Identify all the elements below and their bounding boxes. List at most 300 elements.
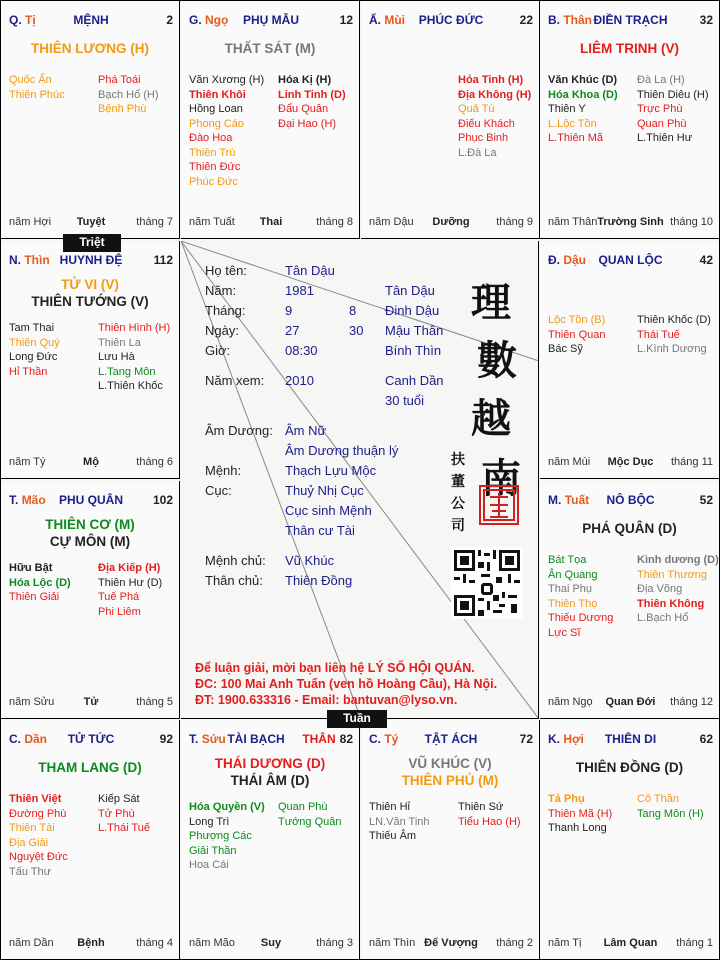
minor-star: Thiên Thương — [637, 568, 708, 581]
red-seal-icon — [479, 485, 519, 525]
minor-star: Thiếu Dương — [548, 612, 614, 624]
palace-header — [189, 13, 353, 29]
palace-ti[interactable] — [1, 1, 180, 239]
minor-star: Văn Xương (H) — [189, 74, 265, 86]
palace-header — [9, 493, 173, 509]
minor-star: Thái Tuế — [637, 328, 680, 341]
palace-branch-name: Hợi — [563, 732, 584, 746]
palace-year: năm Thìn — [369, 937, 416, 949]
minor-star: Phong Cáo — [189, 117, 245, 130]
palace-than[interactable] — [540, 1, 720, 239]
palace-number-value: 2 — [166, 13, 173, 27]
thang-am: 8 — [349, 303, 357, 318]
stars-col-right — [98, 73, 180, 117]
palace-year: năm Mão — [189, 937, 235, 949]
palace-number-value: 92 — [159, 732, 173, 746]
ho-ten-value: Tân Dậu — [285, 263, 335, 278]
stars-col-left — [548, 553, 634, 640]
palace-number — [520, 13, 533, 27]
minor-star: Thiên Giải — [9, 591, 60, 603]
stars-col-right — [98, 321, 180, 394]
minor-star: Thiếu Âm — [369, 830, 417, 842]
nam-label: Năm: — [205, 283, 237, 298]
palace-stage: Lâm Quan — [603, 937, 658, 949]
menh-chu-value: Vũ Khúc — [285, 553, 335, 568]
palace-footer — [548, 216, 713, 230]
menh-value: Thạch Lựu Mộc — [285, 463, 377, 478]
minor-star: L.Đà La — [458, 146, 497, 159]
palace-header — [548, 13, 713, 29]
tuoi-value: 30 tuổi — [385, 393, 425, 408]
palace-stem: Đ. — [548, 253, 560, 267]
minor-star: Tấu Thư — [9, 865, 52, 878]
minor-star: Thiên Quý — [9, 336, 60, 349]
palace-footer — [9, 456, 173, 470]
palace-number-value: 52 — [699, 493, 713, 507]
main-star: THIÊN CƠ (M) — [45, 517, 135, 532]
palace-name: PHÚC ĐỨC — [418, 13, 484, 27]
palace-than-marker: THÂN — [302, 732, 336, 746]
ngay-label: Ngày: — [205, 323, 239, 338]
triet-tag: Triệt — [63, 234, 121, 252]
minor-star: Tử Phù — [98, 807, 135, 820]
minor-star: L.Lộc Tồn — [548, 117, 597, 130]
minor-star: Long Trì — [189, 815, 230, 828]
palace-number — [520, 732, 533, 746]
palace-stem: T. — [189, 732, 199, 746]
palace-branch-name: Dần — [24, 732, 48, 746]
minor-star: L.Kình Dương — [637, 343, 707, 355]
cuc-note-1: Cục sinh Mệnh — [285, 503, 372, 518]
palace-tuat[interactable] — [540, 481, 720, 719]
palace-stem: K. — [548, 732, 560, 746]
palace-header — [9, 732, 173, 748]
minor-star: Đẩu Quân — [278, 103, 329, 115]
palace-ngo[interactable] — [181, 1, 360, 239]
minor-star: Hóa Quyền (V) — [189, 801, 265, 813]
calli-side-1: 扶 — [451, 452, 465, 468]
minor-star: Thiên Tài — [9, 822, 55, 834]
palace-year: năm Mùi — [548, 456, 591, 468]
minor-star: Thiên Khốc (D) — [637, 314, 711, 326]
minor-star: Thai Phụ — [548, 583, 593, 595]
minor-star: Thiên Hư (D) — [98, 576, 163, 589]
main-star: THÁI DƯƠNG (D) — [214, 756, 326, 771]
minor-star: Kình dương (D) — [637, 554, 719, 566]
palace-number — [340, 13, 353, 27]
palace-suu[interactable] — [181, 720, 360, 960]
main-star: THẤT SÁT (M) — [224, 41, 316, 56]
minor-star: Tướng Quân — [278, 815, 342, 828]
palace-stage: Suy — [260, 937, 282, 949]
stars-col-left — [189, 73, 275, 189]
palace-footer — [189, 216, 353, 230]
palace-footer — [189, 937, 353, 951]
palace-hoi[interactable] — [540, 720, 720, 960]
palace-stem: C. — [9, 732, 21, 746]
palace-branch-name: Tý — [384, 732, 399, 746]
palace-name: TỬ TỨC — [67, 732, 115, 746]
nam-xem-can-chi: Canh Dần — [385, 373, 444, 388]
palace-month: tháng 7 — [136, 216, 173, 228]
stars-col-left — [369, 800, 455, 844]
minor-star: Bệnh Phù — [98, 103, 147, 115]
tuan-tag: Tuần — [327, 710, 387, 728]
menh-chu-label: Mệnh chủ: — [205, 553, 266, 568]
minor-star: Tam Thai — [9, 322, 55, 334]
contact-phone-email[interactable]: ĐT: 1900.633316 - Email: bantuvan@lyso.vn. — [195, 693, 458, 707]
palace-name: PHU QUÂN — [58, 493, 123, 507]
minor-star: Hỉ Thần — [9, 365, 48, 378]
minor-star: Điếu Khách — [458, 117, 515, 130]
minor-star: Bác Sỹ — [548, 343, 583, 355]
minor-star: Quốc Ấn — [9, 74, 52, 86]
stars-col-left — [9, 73, 95, 102]
minor-star: Đào Hoa — [189, 132, 233, 144]
minor-star: Bạch Hổ (H) — [98, 88, 159, 101]
palace-number — [700, 732, 713, 746]
palace-thin[interactable] — [1, 241, 180, 479]
palace-branch-name: Tị — [25, 13, 36, 27]
palace-branch-name: Dậu — [563, 253, 587, 267]
palace-dau[interactable] — [540, 241, 720, 479]
palace-number — [153, 493, 173, 507]
palace-branch-name: Ngọ — [205, 13, 229, 27]
palace-stage: Thai — [259, 216, 283, 228]
minor-star: Thiên Phúc — [9, 88, 65, 101]
minor-star: Thiên Hình (H) — [98, 322, 171, 334]
palace-stem: M. — [548, 493, 562, 507]
palace-mao[interactable] — [1, 481, 180, 719]
stars-col-right — [98, 792, 180, 836]
minor-star: L.Thiên Khốc — [98, 380, 163, 392]
palace-name: TÀI BẠCH — [227, 732, 285, 746]
minor-star: Giải Thần — [189, 844, 237, 857]
palace-header — [189, 732, 353, 748]
minor-star: Tiểu Hao (H) — [458, 815, 521, 828]
palace-stage: Trường Sinh — [597, 216, 664, 228]
palace-footer — [9, 696, 173, 710]
minor-star: Trực Phù — [637, 103, 683, 115]
palace-year: năm Tị — [548, 937, 582, 949]
minor-star: Linh Tinh (D) — [278, 88, 346, 101]
stars-col-right — [458, 73, 540, 160]
palace-stage: Đế Vượng — [424, 937, 478, 949]
main-star: VŨ KHÚC (V) — [408, 756, 492, 771]
palace-footer — [9, 937, 173, 951]
am-duong-note: Âm Dương thuận lý — [285, 443, 399, 458]
minor-star: Thanh Long — [548, 822, 607, 834]
minor-star: Lực Sĩ — [548, 626, 581, 639]
stars-col-left — [9, 561, 95, 605]
palace-stem: Ấ. — [369, 13, 381, 27]
qr-code-icon[interactable] — [451, 547, 523, 619]
minor-star: Phúc Đức — [189, 175, 238, 188]
minor-star: L.Thiên Mã — [548, 132, 604, 144]
minor-star: Thiên Quan — [548, 328, 606, 341]
palace-header — [548, 493, 713, 509]
stars-col-right — [637, 313, 720, 357]
palace-year: năm Sửu — [9, 696, 55, 708]
minor-star: Quả Tú — [458, 103, 495, 115]
palace-header — [369, 732, 533, 748]
palace-branch-name: Tuất — [564, 493, 590, 507]
gio-can-chi: Bính Thìn — [385, 343, 442, 358]
palace-number-value: 32 — [699, 13, 713, 27]
cuc-value: Thuỷ Nhị Cục — [285, 483, 364, 498]
palace-name: QUAN LỘC — [598, 253, 663, 267]
palace-footer — [548, 937, 713, 951]
calligraphy-char-1: 理 — [471, 279, 511, 326]
am-duong-label: Âm Dương: — [205, 423, 273, 438]
main-star: PHÁ QUÂN (D) — [582, 521, 677, 536]
palace-stage: Bệnh — [77, 937, 105, 949]
main-star: LIÊM TRINH (V) — [580, 41, 679, 56]
palace-year: năm Tuất — [189, 216, 235, 228]
palace-number — [700, 253, 713, 267]
palace-stem: T. — [9, 493, 19, 507]
palace-stem: C. — [369, 732, 381, 746]
palace-year: năm Dần — [9, 937, 54, 949]
palace-stem: Q. — [9, 13, 22, 27]
palace-stem: G. — [189, 13, 202, 27]
thang-can-chi: Đinh Dậu — [385, 303, 440, 318]
center-info-panel — [181, 241, 539, 719]
stars-col-left — [9, 792, 95, 879]
stars-col-left — [548, 313, 634, 357]
minor-star: Ân Quang — [548, 568, 598, 581]
gio-value: 08:30 — [285, 343, 318, 358]
ngay-can-chi: Mậu Thân — [385, 323, 444, 338]
palace-year: năm Ngọ — [548, 696, 593, 708]
main-star: THIÊN PHỦ (M) — [401, 773, 499, 788]
palace-number-value: 12 — [339, 13, 353, 27]
palace-month: tháng 6 — [136, 456, 173, 468]
minor-star: Địa Không (H) — [458, 88, 532, 101]
palace-ty[interactable] — [361, 720, 540, 960]
palace-number-value: 102 — [152, 493, 173, 507]
nam-xem-value: 2010 — [285, 373, 314, 388]
palace-number — [700, 493, 713, 507]
minor-star: Phi Liêm — [98, 605, 141, 618]
palace-month: tháng 9 — [496, 216, 533, 228]
stars-col-right — [637, 553, 720, 626]
calligraphy-char-2: 數 — [477, 337, 517, 384]
palace-name: THIÊN DI — [604, 732, 657, 746]
palace-number-value: 22 — [519, 13, 533, 27]
than-chu-label: Thân chủ: — [205, 573, 263, 588]
menh-label: Mệnh: — [205, 463, 242, 478]
minor-star: Hồng Loan — [189, 103, 243, 115]
palace-month: tháng 11 — [670, 456, 713, 468]
cuc-note-2: Thân cư Tài — [285, 523, 355, 538]
palace-number — [160, 732, 173, 746]
palace-branch-name: Mùi — [384, 13, 406, 27]
palace-stage: Quan Đới — [605, 696, 656, 708]
minor-star: LN.Văn Tinh — [369, 815, 430, 828]
palace-name: PHỤ MẪU — [243, 13, 299, 27]
contact-line-1: Để luận giải, mời bạn liên hệ LÝ SỐ HỘI QUÁN. — [195, 661, 475, 675]
ngay-am: 30 — [349, 323, 364, 338]
palace-name: TẬT ÁCH — [424, 732, 478, 746]
palace-month: tháng 10 — [670, 216, 713, 228]
palace-dan[interactable] — [1, 720, 180, 960]
minor-star: Phục Binh — [458, 132, 509, 144]
minor-star: Thiên Không — [637, 597, 705, 610]
palace-month: tháng 12 — [670, 696, 713, 708]
nam-can-chi: Tân Dậu — [385, 283, 435, 298]
cuc-label: Cục: — [205, 483, 232, 498]
minor-star: L.Thiên Hư — [637, 132, 693, 144]
nam-xem-label: Năm xem: — [205, 373, 265, 388]
palace-number-value: 62 — [699, 732, 713, 746]
palace-footer — [369, 216, 533, 230]
thang-duong: 9 — [285, 303, 293, 318]
minor-star: Lộc Tồn (B) — [548, 314, 606, 326]
stars-col-right — [278, 800, 360, 829]
palace-number-value: 72 — [519, 732, 533, 746]
am-duong-value: Âm Nữ — [285, 423, 327, 438]
palace-stem: B. — [548, 13, 560, 27]
minor-star: Thiên Thọ — [548, 597, 598, 610]
minor-star: Hữu Bật — [9, 562, 53, 574]
palace-branch-name: Sửu — [201, 732, 226, 746]
minor-star: Thiên La — [98, 336, 141, 349]
contact-address: ĐC: 100 Mai Anh Tuấn (ven hồ Hoàng Cầu), Hà Nội. — [195, 677, 498, 691]
palace-stage: Tuyệt — [76, 216, 106, 228]
palace-name: NÔ BỘC — [606, 493, 655, 507]
palace-year: năm Dậu — [369, 216, 414, 228]
palace-header — [369, 13, 533, 29]
minor-star: Địa Võng — [637, 583, 683, 595]
palace-month: tháng 4 — [136, 937, 173, 949]
than-chu-value: Thiên Đồng — [285, 573, 353, 588]
minor-star: Thiên Khôi — [189, 88, 246, 101]
palace-header — [9, 13, 173, 29]
minor-star: Tang Môn (H) — [637, 807, 704, 820]
minor-star: Hoa Cái — [189, 859, 229, 871]
minor-star: Thiên Trù — [189, 146, 236, 159]
minor-star: L.Thái Tuế — [98, 822, 150, 834]
palace-stage: Mộc Dục — [607, 456, 654, 468]
main-star: THAM LANG (D) — [38, 760, 142, 775]
minor-star: Hóa Khoa (D) — [548, 88, 618, 101]
main-star: THIÊN TƯỚNG (V) — [31, 294, 149, 309]
stars-col-right — [637, 792, 720, 821]
minor-star: Thiên Hỉ — [369, 801, 410, 813]
minor-star: Long Đức — [9, 351, 58, 363]
palace-number — [700, 13, 713, 27]
calli-side-3: 公 — [451, 496, 465, 512]
stars-col-right — [458, 800, 540, 829]
palace-branch-name: Thìn — [24, 253, 50, 267]
palace-month: tháng 5 — [136, 696, 173, 708]
palace-footer — [548, 696, 713, 710]
palace-number — [166, 13, 173, 27]
minor-star: Tả Phụ — [548, 793, 585, 805]
minor-star: Nguyệt Đức — [9, 851, 68, 863]
palace-year: năm Hợi — [9, 216, 52, 228]
palace-stem: N. — [9, 253, 21, 267]
palace-branch-name: Mão — [21, 493, 46, 507]
stars-col-right — [278, 73, 360, 131]
minor-star: Quan Phù — [637, 117, 687, 130]
palace-header — [548, 732, 713, 748]
palace-footer — [9, 216, 173, 230]
minor-star: Thiên Việt — [9, 793, 62, 805]
minor-star: Hóa Kị (H) — [278, 74, 332, 86]
minor-star: Đại Hao (H) — [278, 117, 337, 130]
palace-number — [154, 253, 173, 267]
minor-star: Cô Thần — [637, 793, 679, 805]
palace-stage: Tử — [83, 696, 99, 708]
palace-year: năm Tý — [9, 456, 46, 468]
palace-number-value: 112 — [153, 253, 173, 267]
palace-footer — [548, 456, 713, 470]
minor-star: Kiếp Sát — [98, 793, 140, 805]
main-star: TỬ VI (V) — [61, 277, 119, 292]
minor-star: L.Bạch Hổ — [637, 612, 689, 624]
minor-star: Tuế Phá — [98, 591, 140, 603]
palace-name: MỆNH — [73, 13, 109, 27]
minor-star: Đường Phù — [9, 807, 67, 820]
stars-col-left — [548, 792, 634, 836]
palace-month: tháng 3 — [316, 937, 353, 949]
palace-number — [302, 732, 353, 746]
palace-branch-name: Thân — [563, 13, 593, 27]
palace-mui[interactable] — [361, 1, 540, 239]
ho-ten-label: Họ tên: — [205, 263, 247, 278]
minor-star: Lưu Hà — [98, 351, 135, 363]
minor-star: Hóa Lộc (D) — [9, 576, 71, 589]
main-star: CỰ MÔN (M) — [49, 534, 131, 549]
ngay-duong: 27 — [285, 323, 300, 338]
minor-star: Thiên Đức — [189, 161, 241, 173]
minor-star: Thiên Sứ — [458, 801, 504, 813]
minor-star: L.Tang Môn — [98, 365, 156, 378]
minor-star: Văn Khúc (D) — [548, 74, 618, 86]
stars-col-left — [9, 321, 95, 379]
palace-stage: Dưỡng — [432, 216, 470, 228]
gio-label: Giờ: — [205, 343, 231, 358]
minor-star: Thiên Mã (H) — [548, 807, 613, 820]
minor-star: Thiên Y — [548, 103, 586, 115]
palace-year: năm Thân — [548, 216, 598, 228]
thang-label: Tháng: — [205, 303, 246, 318]
minor-star: Địa Kiếp (H) — [98, 562, 161, 574]
minor-star: Địa Giải — [9, 836, 49, 849]
palace-number-value: 42 — [699, 253, 713, 267]
minor-star: Bát Tọa — [548, 554, 587, 566]
calligraphy-char-4: 南 — [481, 455, 521, 502]
palace-month: tháng 2 — [496, 937, 533, 949]
minor-star: Phượng Các — [189, 830, 252, 842]
main-star: THIÊN ĐỒNG (D) — [575, 760, 684, 775]
palace-footer — [369, 937, 533, 951]
minor-star: Phá Toái — [98, 74, 141, 86]
calli-side-4: 司 — [451, 518, 465, 534]
palace-header — [9, 253, 173, 269]
stars-col-right — [98, 561, 180, 619]
calligraphy-char-3: 越 — [471, 395, 511, 442]
main-star: THIÊN LƯƠNG (H) — [31, 41, 149, 56]
minor-star: Đà La (H) — [637, 74, 685, 86]
calli-side-2: 董 — [451, 474, 465, 490]
main-star: THÁI ÂM (D) — [230, 773, 310, 788]
palace-month: tháng 8 — [316, 216, 353, 228]
palace-month: tháng 1 — [676, 937, 713, 949]
palace-name: HUYNH ĐỆ — [59, 253, 123, 267]
